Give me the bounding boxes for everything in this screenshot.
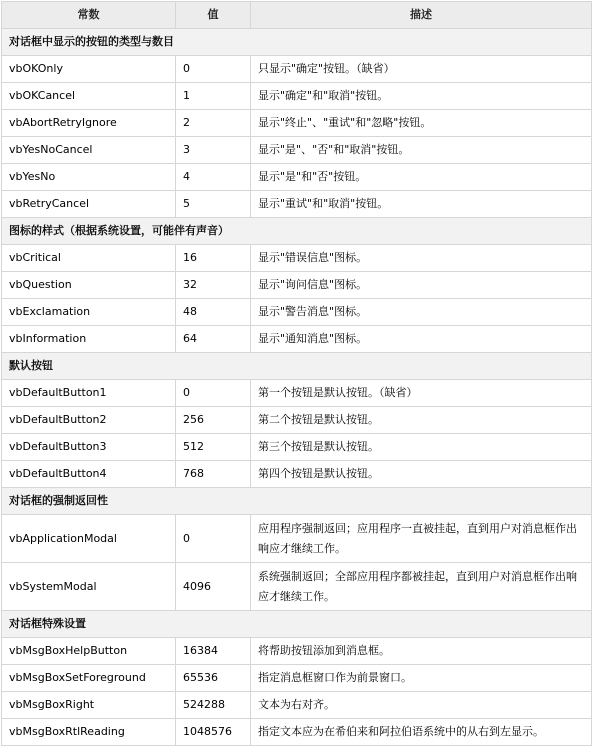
- table-row: [2, 299, 592, 326]
- constant-value-cell: 2: [176, 110, 251, 137]
- constant-name-cell: vbMsgBoxRtlReading: [2, 719, 176, 746]
- section-title: 对话框特殊设置: [2, 611, 592, 638]
- constant-value-cell: 256: [176, 407, 251, 434]
- section-row: [2, 353, 592, 380]
- constant-value-cell: 5: [176, 191, 251, 218]
- constant-name-cell: vbInformation: [2, 326, 176, 353]
- header-description: 描述: [251, 2, 592, 29]
- constant-value-cell: 32: [176, 272, 251, 299]
- section-title: 对话框中显示的按钮的类型与数目: [2, 29, 592, 56]
- constant-name-cell: vbSystemModal: [2, 563, 176, 611]
- constant-description-cell: 第二个按钮是默认按钮。: [251, 407, 592, 434]
- constant-description-cell: 显示"是"和"否"按钮。: [251, 164, 592, 191]
- table-row: [2, 164, 592, 191]
- constant-description-cell: 指定消息框窗口作为前景窗口。: [251, 665, 592, 692]
- constant-value-cell: 0: [176, 515, 251, 563]
- table-row: [2, 272, 592, 299]
- constant-name-cell: vbRetryCancel: [2, 191, 176, 218]
- constant-name-cell: vbOKCancel: [2, 83, 176, 110]
- constant-name-cell: vbMsgBoxSetForeground: [2, 665, 176, 692]
- constant-description-cell: 第四个按钮是默认按钮。: [251, 461, 592, 488]
- constant-description-cell: 显示"错误信息"图标。: [251, 245, 592, 272]
- constant-value-cell: 48: [176, 299, 251, 326]
- section-row: [2, 218, 592, 245]
- constants-table: [1, 1, 592, 746]
- table-row: [2, 515, 592, 563]
- constant-name-cell: vbDefaultButton2: [2, 407, 176, 434]
- table-row: [2, 326, 592, 353]
- constant-description-cell: 系统强制返回；全部应用程序都被挂起，直到用户对消息框作出响应才继续工作。: [251, 563, 592, 611]
- table-row: [2, 245, 592, 272]
- constant-name-cell: vbYesNoCancel: [2, 137, 176, 164]
- table-row: [2, 461, 592, 488]
- table-row: [2, 110, 592, 137]
- constant-name-cell: vbCritical: [2, 245, 176, 272]
- table-row: [2, 719, 592, 746]
- table-row: [2, 638, 592, 665]
- header-value: 值: [176, 2, 251, 29]
- constant-name-cell: vbYesNo: [2, 164, 176, 191]
- constant-value-cell: 3: [176, 137, 251, 164]
- table-row: [2, 665, 592, 692]
- constant-description-cell: 文本为右对齐。: [251, 692, 592, 719]
- constant-value-cell: 1: [176, 83, 251, 110]
- table-row: [2, 692, 592, 719]
- table-row: [2, 191, 592, 218]
- constant-value-cell: 524288: [176, 692, 251, 719]
- table-row: [2, 407, 592, 434]
- table-row: [2, 137, 592, 164]
- table-body: [2, 29, 592, 746]
- section-title: 图标的样式（根据系统设置，可能伴有声音）: [2, 218, 592, 245]
- constant-value-cell: 768: [176, 461, 251, 488]
- table-row: [2, 56, 592, 83]
- constant-value-cell: 4096: [176, 563, 251, 611]
- constant-value-cell: 64: [176, 326, 251, 353]
- constant-description-cell: 只显示"确定"按钮。（缺省）: [251, 56, 592, 83]
- section-title: 对话框的强制返回性: [2, 488, 592, 515]
- header-row: [2, 2, 592, 29]
- constant-value-cell: 1048576: [176, 719, 251, 746]
- constant-value-cell: 512: [176, 434, 251, 461]
- constant-description-cell: 应用程序强制返回；应用程序一直被挂起，直到用户对消息框作出响应才继续工作。: [251, 515, 592, 563]
- constant-name-cell: vbDefaultButton1: [2, 380, 176, 407]
- constant-name-cell: vbAbortRetryIgnore: [2, 110, 176, 137]
- constant-description-cell: 第一个按钮是默认按钮。（缺省）: [251, 380, 592, 407]
- section-row: [2, 611, 592, 638]
- header-constant: 常数: [2, 2, 176, 29]
- constant-description-cell: 指定文本应为在希伯来和阿拉伯语系统中的从右到左显示。: [251, 719, 592, 746]
- constant-description-cell: 第三个按钮是默认按钮。: [251, 434, 592, 461]
- constant-description-cell: 显示"警告消息"图标。: [251, 299, 592, 326]
- constant-name-cell: vbMsgBoxRight: [2, 692, 176, 719]
- section-row: [2, 488, 592, 515]
- constant-name-cell: vbDefaultButton3: [2, 434, 176, 461]
- constant-value-cell: 16: [176, 245, 251, 272]
- section-title: 默认按钮: [2, 353, 592, 380]
- constant-name-cell: vbOKOnly: [2, 56, 176, 83]
- constant-value-cell: 0: [176, 56, 251, 83]
- constant-description-cell: 显示"重试"和"取消"按钮。: [251, 191, 592, 218]
- constant-description-cell: 显示"是"、"否"和"取消"按钮。: [251, 137, 592, 164]
- constant-value-cell: 0: [176, 380, 251, 407]
- constant-name-cell: vbMsgBoxHelpButton: [2, 638, 176, 665]
- section-row: [2, 29, 592, 56]
- table-row: [2, 83, 592, 110]
- constant-name-cell: vbExclamation: [2, 299, 176, 326]
- constant-description-cell: 显示"询问信息"图标。: [251, 272, 592, 299]
- constant-description-cell: 将帮助按钮添加到消息框。: [251, 638, 592, 665]
- table-row: [2, 563, 592, 611]
- constant-name-cell: vbApplicationModal: [2, 515, 176, 563]
- table-row: [2, 380, 592, 407]
- constant-description-cell: 显示"通知消息"图标。: [251, 326, 592, 353]
- constant-name-cell: vbDefaultButton4: [2, 461, 176, 488]
- constant-description-cell: 显示"终止"、"重试"和"忽略"按钮。: [251, 110, 592, 137]
- constant-value-cell: 16384: [176, 638, 251, 665]
- table-row: [2, 434, 592, 461]
- constant-name-cell: vbQuestion: [2, 272, 176, 299]
- constant-value-cell: 4: [176, 164, 251, 191]
- constant-value-cell: 65536: [176, 665, 251, 692]
- constant-description-cell: 显示"确定"和"取消"按钮。: [251, 83, 592, 110]
